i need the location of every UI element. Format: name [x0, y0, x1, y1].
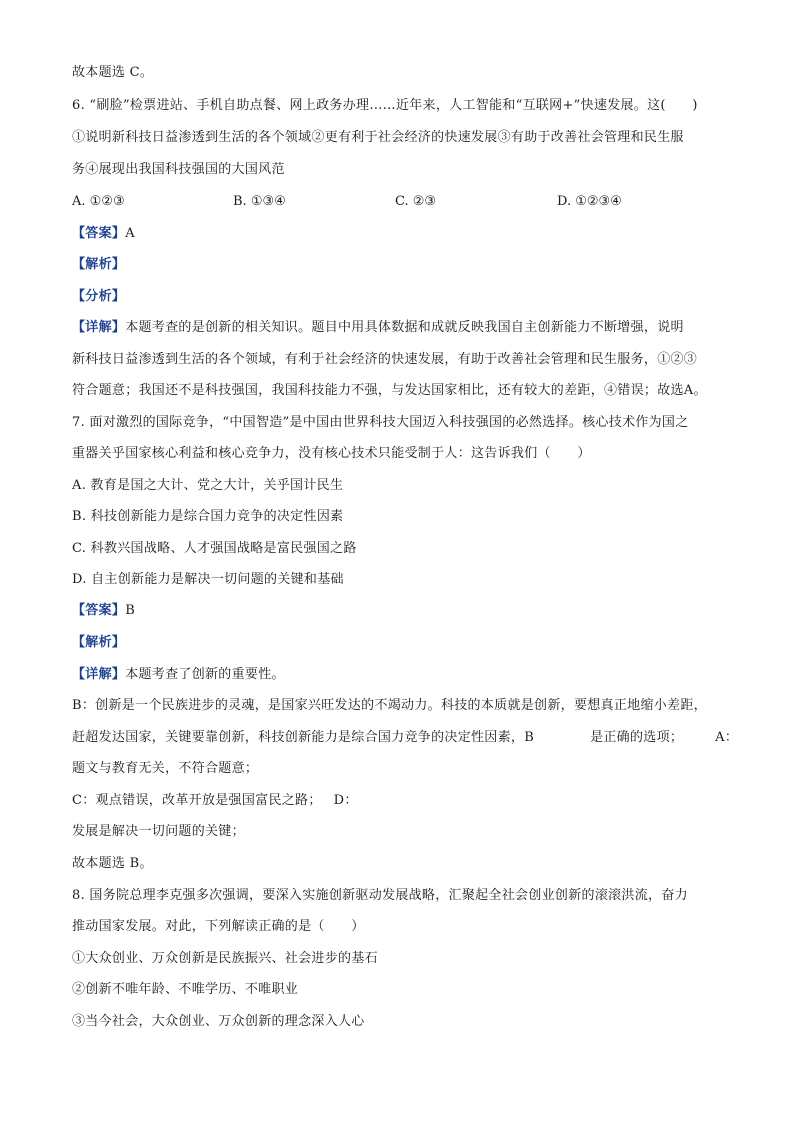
- q8-stem-line-1: 8. 国务院总理李克强多次强调，要深入实施创新驱动发展战略，汇聚起全社会创业创新的滚滚洪流，奋力: [72, 888, 688, 903]
- q8-stem-line-2: 推动国家发展。对此，下列解读正确的是（ ）: [72, 919, 365, 934]
- q7-c-line: [72, 792, 358, 810]
- q6-option-d: D. ①②③④: [557, 194, 622, 209]
- q7-option-a: A. 教育是国之大计、党之大计，关乎国计民生: [72, 478, 344, 493]
- q6-analysis-heading: [72, 256, 125, 274]
- b-correct: 是正确的选项；: [590, 730, 684, 745]
- q7-a-line: 题文与教育无关，不符合题意；: [72, 761, 259, 776]
- answer-tag: 【答案】: [72, 226, 126, 241]
- q6-fenxi-heading: [72, 288, 125, 306]
- prev-conclusion: 故本题选 C。: [72, 65, 154, 80]
- analysis-tag: 【解析】: [72, 257, 126, 272]
- q7-option-b: B. 科技创新能力是综合国力竞争的决定性因素: [72, 509, 344, 524]
- q7-b-line-1: B：创新是一个民族进步的灵魂，是国家兴旺发达的不竭动力。科技的本质就是创新，要想真正地缩小差距，: [72, 698, 707, 713]
- q7-answer: [72, 602, 135, 620]
- q6-detail-line-2: 新科技日益渗透到生活的各个领域，有利于社会经济的快速发展，有助于改善社会管理和民生服务，①②③: [72, 352, 698, 367]
- c-text: C：观点错误，改革开放是强国富民之路；: [72, 793, 322, 808]
- q6-option-a: A. ①②③: [72, 194, 125, 209]
- fenxi-tag: 【分析】: [72, 289, 126, 304]
- q7-stem-line-2: 重器关乎国家核心利益和核心竞争力，没有核心技术只能受制于人：这告诉我们（ ）: [72, 446, 591, 461]
- q8-item-2: ②创新不唯年龄、不唯学历、不唯职业: [72, 982, 299, 997]
- detail-text: 本题考查的是创新的相关知识。题目中用具体数据和成就反映我国自主创新能力不断增强，说明: [125, 320, 684, 335]
- q7-stem-line-1: 7. 面对激烈的国际竞争，“中国智造”是中国由世界科技大国迈入科技强国的必然选择。核心技术作为国之: [72, 415, 689, 430]
- q6-option-c: C. ②③: [395, 194, 437, 209]
- q8-item-3: ③当今社会，大众创业、万众创新的理念深入人心: [72, 1014, 365, 1029]
- detail-tag: 【详解】: [72, 320, 126, 335]
- q8-item-1: ①大众创业、万众创新是民族振兴、社会进步的基石: [72, 951, 378, 966]
- q7-conclusion: 故本题选 B。: [72, 856, 153, 871]
- q6-stem-line-3: 务④展现出我国科技强国的大国风范: [72, 162, 285, 177]
- detail-tag: 【详解】: [72, 667, 126, 682]
- answer-value: B: [125, 603, 136, 618]
- q7-option-c: C. 科教兴国战略、人才强国战略是富民强国之路: [72, 541, 357, 556]
- q6-detail-line-3: 符合题意；我国还不是科技强国，我国科技能力不强，与发达国家相比，还有较大的差距，④错误；故选A。: [72, 383, 707, 398]
- answer-value: A: [125, 226, 135, 241]
- q6-stem-line-2: ①说明新科技日益渗透到生活的各个领域②更有利于社会经济的快速发展③有助于改善社会管理和民生服: [72, 130, 684, 145]
- q7-d-line: 发展是解决一切问题的关键；: [72, 824, 245, 839]
- answer-tag: 【答案】: [72, 603, 126, 618]
- analysis-tag: 【解析】: [72, 635, 126, 650]
- q7-analysis-heading: [72, 634, 125, 652]
- q6-option-b: B. ①③④: [233, 194, 286, 209]
- q6-answer: [72, 225, 135, 243]
- q6-detail-line-1: [72, 319, 684, 337]
- a-label: A：: [715, 730, 739, 745]
- detail-text: 本题考查了创新的重要性。: [125, 667, 285, 682]
- b-text: 赶超发达国家，关键要靠创新，科技创新能力是综合国力竞争的决定性因素，B: [72, 730, 535, 745]
- q7-detail-line-1: [72, 666, 285, 684]
- q6-stem-line-1: 6. “刷脸”检票进站、手机自助点餐、网上政务办理……近年来，人工智能和“互联网+”快速发展。这( ): [72, 98, 698, 113]
- q7-option-d: D. 自主创新能力是解决一切问题的关键和基础: [72, 572, 344, 587]
- q7-b-line-2: [72, 729, 738, 747]
- d-label: D：: [333, 793, 358, 808]
